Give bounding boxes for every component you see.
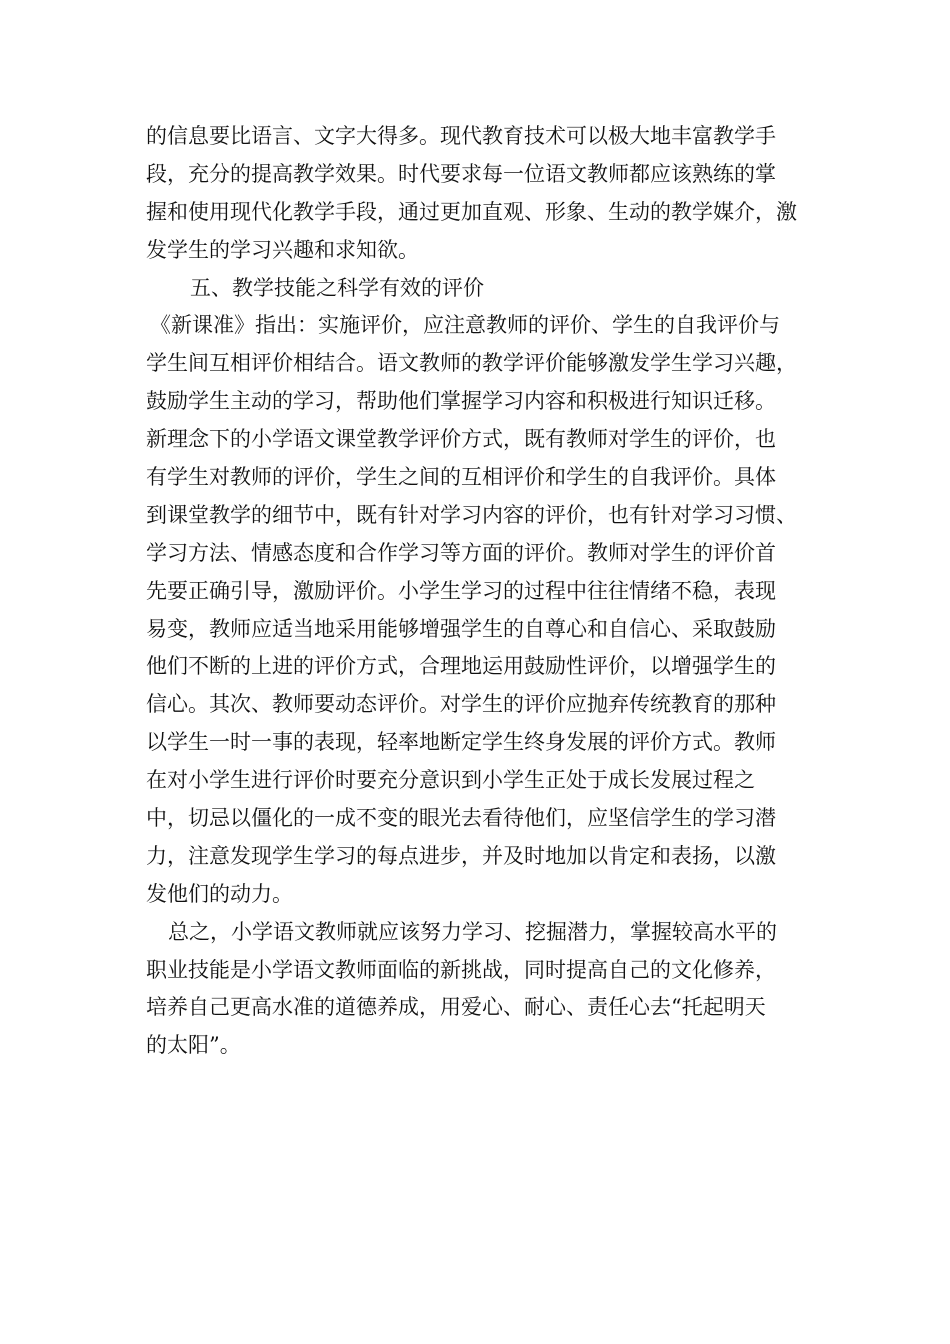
section-heading: 五、教学技能之科学有效的评价 (190, 275, 484, 300)
document-body (146, 118, 826, 1065)
text-line: 到课堂教学的细节中，既有针对学习内容的评价，也有针对学习习惯、 (146, 502, 797, 527)
text-line: 握和使用现代化教学手段，通过更加直观、形象、生动的教学媒介，激 (146, 199, 797, 224)
text-line: 段，充分的提高教学效果。时代要求每一位语文教师都应该熟练的掌 (146, 161, 776, 186)
paragraph-intro (146, 118, 826, 270)
text-line: 中，切忌以僵化的一成不变的眼光去看待他们，应坚信学生的学习潜 (146, 806, 776, 831)
text-line: 易变，教师应适当地采用能够增强学生的自尊心和自信心、采取鼓励 (146, 616, 776, 641)
text-line: 发学生的学习兴趣和求知欲。 (146, 237, 419, 262)
text-line: 发他们的动力。 (146, 881, 293, 906)
text-line: 培养自己更高水准的道德养成，用爱心、耐心、责任心去“托起明天 (146, 995, 766, 1020)
text-line: 学生间互相评价相结合。语文教师的教学评价能够激发学生学习兴趣， (146, 351, 797, 376)
text-line: 新理念下的小学语文课堂教学评价方式，既有教师对学生的评价，也 (146, 427, 776, 452)
text-line: 总之，小学语文教师就应该努力学习、挖掘潜力，掌握较高水平的 (168, 919, 777, 944)
paragraph-evaluation (146, 307, 826, 913)
text-line: 职业技能是小学语文教师面临的新挑战，同时提高自己的文化修养， (146, 957, 776, 982)
text-line: 在对小学生进行评价时要充分意识到小学生正处于成长发展过程之 (146, 768, 755, 793)
text-line: 以学生一时一事的表现，轻率地断定学生终身发展的评价方式。教师 (146, 730, 776, 755)
text-line: 信心。其次、教师要动态评价。对学生的评价应抛弃传统教育的那种 (146, 692, 776, 717)
text-line: 鼓励学生主动的学习，帮助他们掌握学习内容和积极进行知识迁移。 (146, 389, 776, 414)
text-line: 的太阳”。 (146, 1033, 241, 1058)
paragraph-conclusion (146, 914, 826, 1066)
text-line: 力，注意发现学生学习的每点进步，并及时地加以肯定和表扬，以激 (146, 843, 776, 868)
text-line: 学习方法、情感态度和合作学习等方面的评价。教师对学生的评价首 (146, 540, 776, 565)
text-line: 有学生对教师的评价，学生之间的互相评价和学生的自我评价。具体 (146, 465, 776, 490)
text-line: 先要正确引导，激励评价。小学生学习的过程中往往情绪不稳，表现 (146, 578, 776, 603)
text-line: 《新课准》指出：实施评价，应注意教师的评价、学生的自我评价与 (150, 313, 780, 338)
text-line: 他们不断的上进的评价方式，合理地运用鼓励性评价，以增强学生的 (146, 654, 776, 679)
text-line: 的信息要比语言、文字大得多。现代教育技术可以极大地丰富教学手 (146, 124, 776, 148)
